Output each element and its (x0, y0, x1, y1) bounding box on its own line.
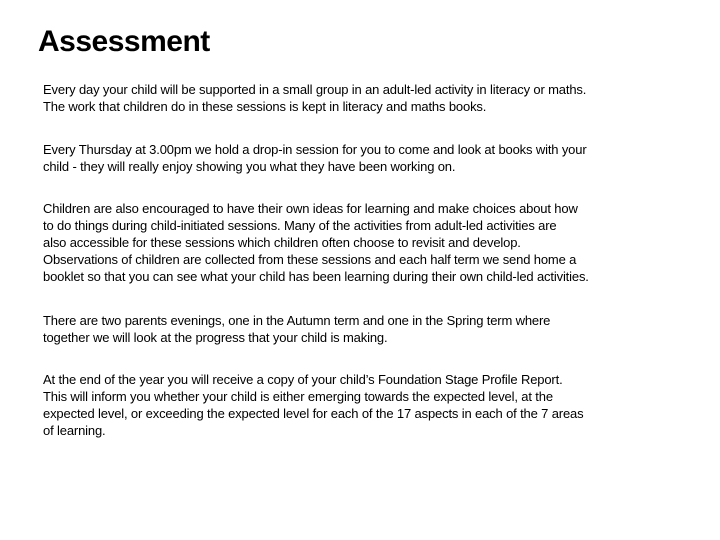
text-line: There are two parents evenings, one in the Autumn term and one in the Spring term where (43, 313, 551, 328)
page-title: Assessment (38, 25, 210, 58)
text-line: Children are also encouraged to have their own ideas for learning and make choices about how (43, 201, 578, 216)
text-line: The work that children do in these sessions is kept in literacy and maths books. (43, 99, 487, 114)
text-line: Every Thursday at 3.00pm we hold a drop-in session for you to come and look at books with your (43, 142, 587, 157)
text-line: child - they will really enjoy showing you what they have been working on. (43, 159, 456, 174)
text-line: expected level, or exceeding the expected level for each of the 17 aspects in each of the 7 areas (43, 406, 584, 421)
text-line: Every day your child will be supported in a small group in an adult-led activity in literacy or maths. (43, 82, 587, 97)
text-line: together we will look at the progress that your child is making. (43, 330, 388, 345)
paragraph-daily-groups (43, 81, 586, 115)
text-line: booklet so that you can see what your child has been learning during their own child-led activities. (43, 269, 589, 284)
text-line: This will inform you whether your child is either emerging towards the expected level, at the (43, 389, 553, 404)
text-line: to do things during child-initiated sessions. Many of the activities from adult-led activities are (43, 218, 557, 233)
text-line: of learning. (43, 423, 106, 438)
text-line: At the end of the year you will receive a copy of your child’s Foundation Stage Profile Report. (43, 372, 563, 387)
paragraph-profile-report (43, 371, 583, 439)
paragraph-parents-evenings (43, 312, 550, 346)
paragraph-drop-in-session (43, 141, 587, 175)
text-line: also accessible for these sessions which children often choose to revisit and develop. (43, 235, 521, 250)
text-line: Observations of children are collected from these sessions and each half term we send home a (43, 252, 577, 267)
paragraph-child-initiated (43, 200, 589, 285)
